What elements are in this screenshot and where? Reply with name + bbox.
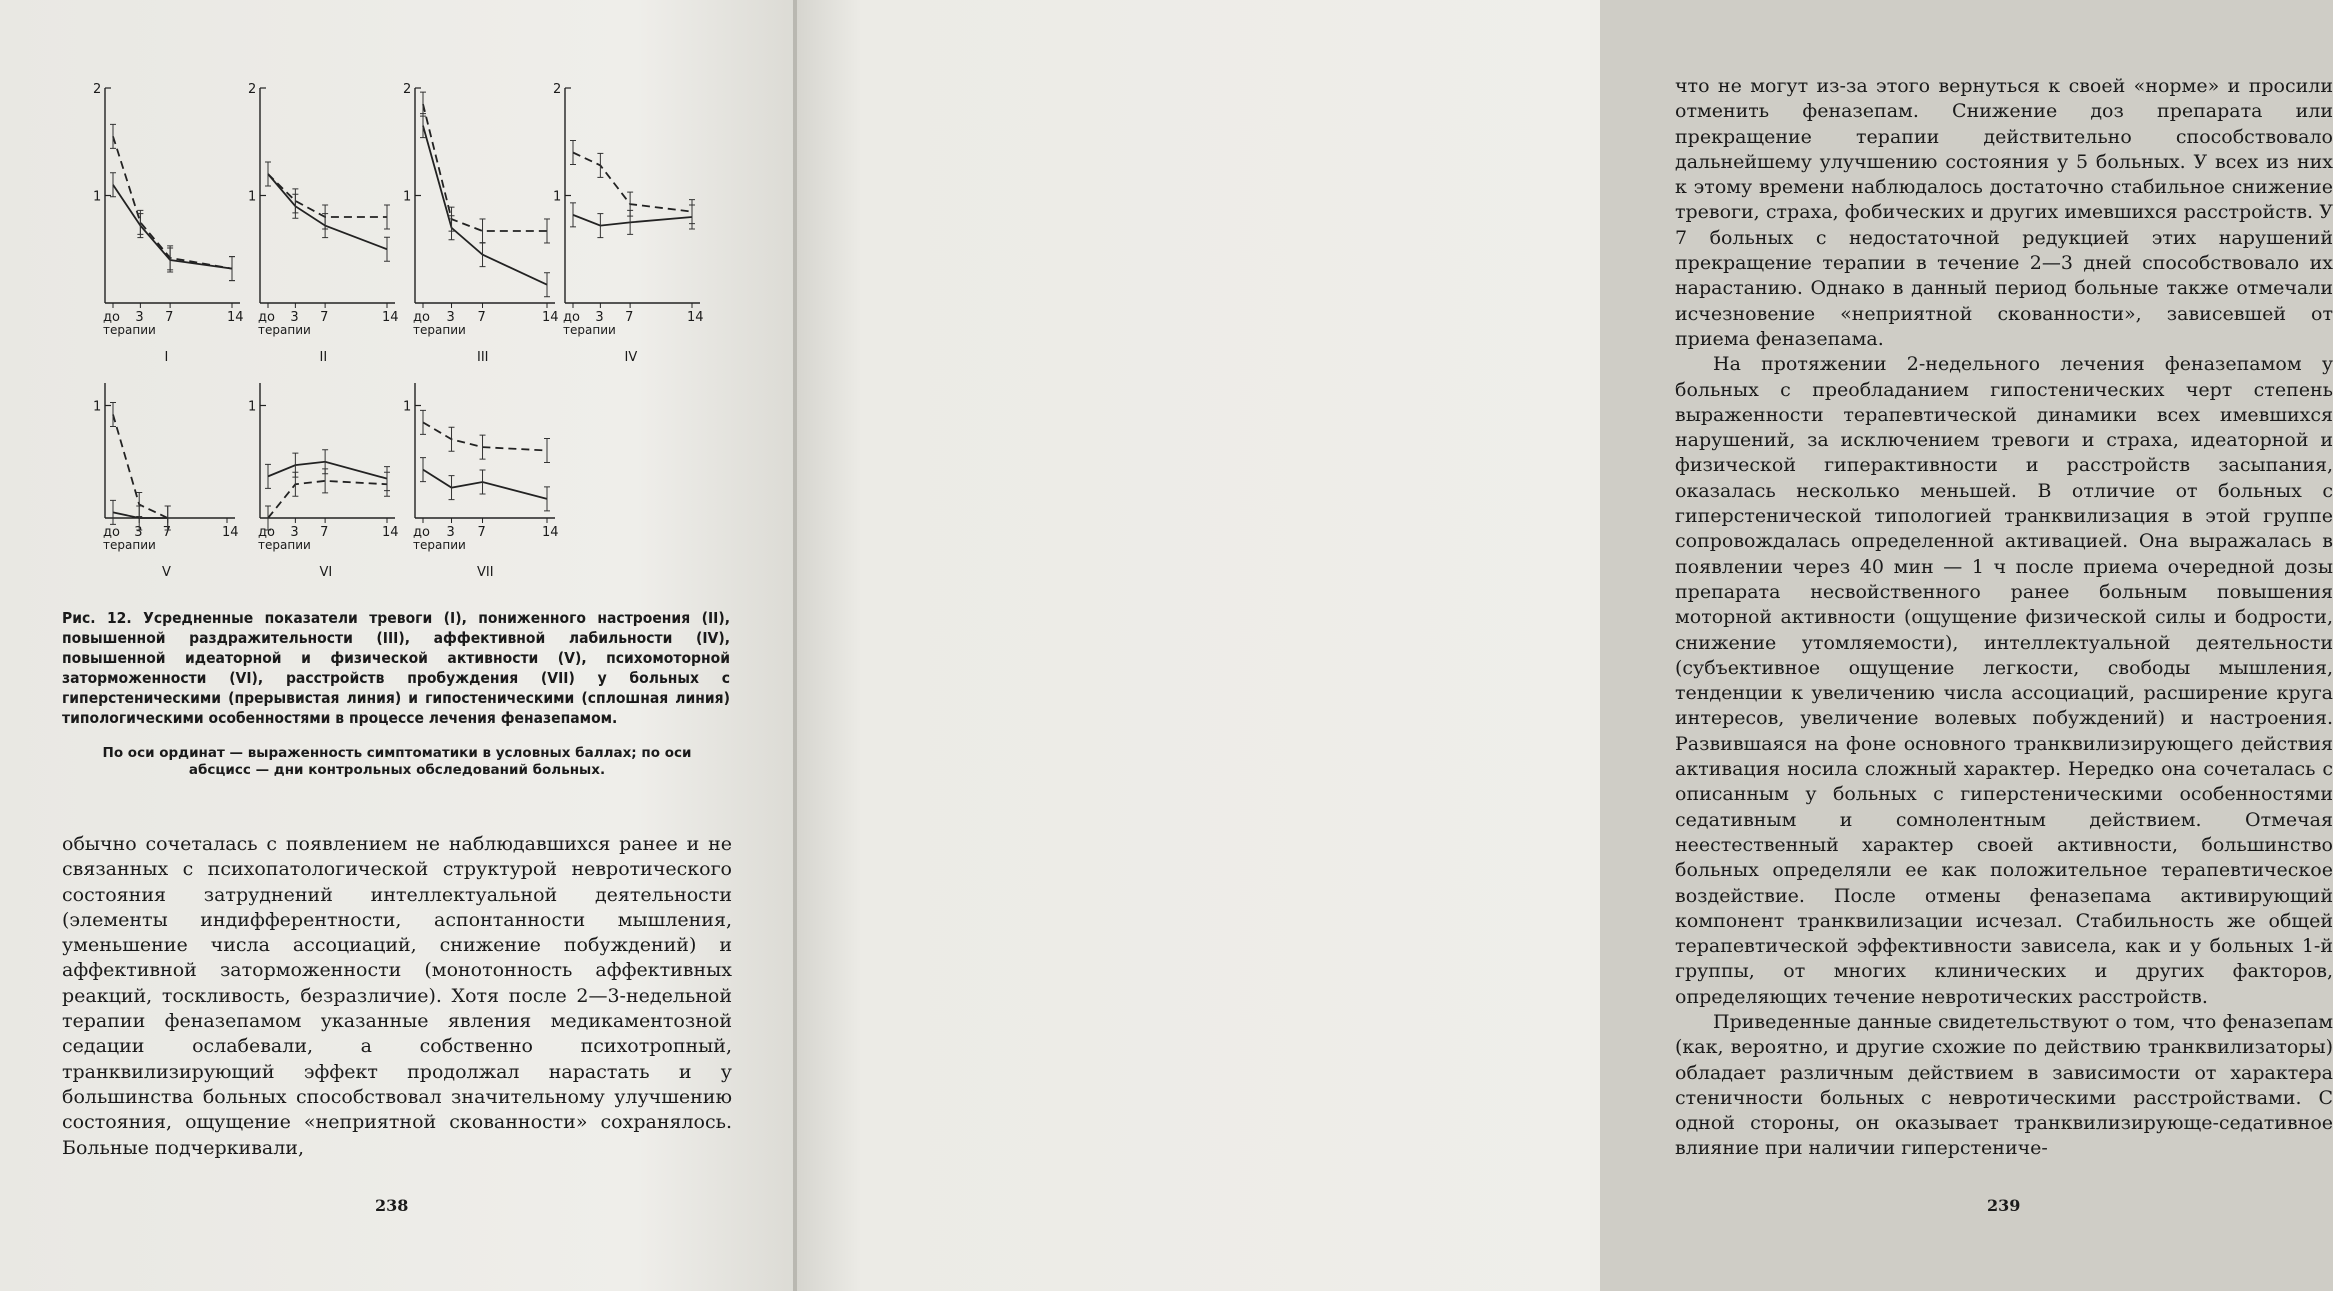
x-tick-label: 14 xyxy=(382,525,399,540)
y-tick-label: 2 xyxy=(553,82,562,97)
left-paragraph: обычно сочеталась с появлением не наблюдавшихся ранее и не связанных с психопатологической структурой невротического состояния затруднений интеллектуальной деятельности (элементы индифферентности, аспонтанности мышления, уменьшение числа ассоциаций, снижение побуждений) и аффективной заторможенности (монотонность аффективных реакций, тоскливость, безразличие). Хотя после 2—3-недельной терапии феназепамом указанные явления медикаментозной седации ослабевали, а собственно психотропный, транквилизирующий эффект продолжал нарастать и у большинства больных способствовал значительному улучшению состояния, ощущение «неприятной скованности» сохранялось. Больные подчеркивали, xyxy=(62,833,732,1159)
x-tick-label: 7 xyxy=(320,525,329,540)
y-tick-label: 1 xyxy=(248,189,257,205)
panel-id-label: V xyxy=(162,565,171,580)
x-tick-label: 14 xyxy=(542,310,559,325)
figure-note: По оси ординат — выраженность симптоматики в условных баллах; по оси абсцисс — дни контрольных обследований больных. xyxy=(102,745,692,778)
x-tick-label: до xyxy=(563,310,580,325)
x-tick-label: 7 xyxy=(477,525,486,540)
right-paragraph-2: На протяжении 2-недельного лечения феназепамом у больных с преобладанием гипостенических черт степень выраженности терапевтической динамики всех имевшихся нарушений, за исключением тревоги и страха, идеаторной и физической гиперактивности и расстройств засыпания, оказалась несколько меньшей. В отличие от больных с гиперстенической типологией транквилизация в этой группе сопровождалась определенной активацией. Она выражалась в появлении через 40 мин — 1 ч после приема очередной дозы препарата несвойственного ранее больным повышения моторной активности (ощущение физической силы и бодрости, снижение утомляемости), интеллектуальной деятельности (субъективное ощущение легкости, свободы мышления, тенденции к увеличению числа ассоциаций, расширение круга интересов, увеличение волевых побуждений) и настроения. Развившаяся на фоне основного транквилизирующего действия активация носила сложный характер. Нередко она сочеталась с описанным у больных с гиперстеническими особенностями седативным и сомнолентным действием. Отмечая неестественный характер своей активности, большинство больных определяли ее как положительное терапевтическое воздействие. После отмены феназепама активирующий компонент транквилизации исчезал. Стабильность же общей терапевтической эффективности зависела, как и у больных 1-й группы, от многих клинических и других факторов, определяющих течение невротических расстройств. xyxy=(1675,353,2333,1008)
x-axis-sublabel: терапии xyxy=(103,538,156,552)
x-tick-label: до xyxy=(413,310,430,325)
x-tick-label: 7 xyxy=(165,310,174,325)
y-tick-label: 2 xyxy=(93,82,102,97)
figure-panels xyxy=(60,78,750,598)
x-axis-sublabel: терапии xyxy=(258,323,311,337)
figure-caption: Рис. 12. Усредненные показатели тревоги (I), пониженного настроения (II), повышенной раздражительности (III), аффективной лабильности (IV), повышенной идеаторной и физической активности (V), психомоторной заторможенности (VI), расстройств пробуждения (VII) у больных с гиперстеническими (прерывистая линия) и гипостеническими (сплошная линия) типологическими особенностями в процессе лечения феназепамом. xyxy=(62,609,730,727)
x-tick-label: 3 xyxy=(446,310,455,325)
x-axis-sublabel: терапии xyxy=(563,323,616,337)
panel-id-label: I xyxy=(164,350,169,365)
solid-series-line xyxy=(268,462,387,479)
x-tick-label: 3 xyxy=(290,525,299,540)
solid-series-line xyxy=(113,185,232,269)
dashed-series-line xyxy=(113,415,168,519)
panel-id-label: III xyxy=(477,350,489,365)
x-tick-label: 14 xyxy=(222,525,239,540)
x-tick-label: до xyxy=(103,310,120,325)
x-tick-label: 3 xyxy=(135,310,144,325)
panel-id-label: VI xyxy=(319,565,333,580)
x-tick-label: 14 xyxy=(687,310,704,325)
x-tick-label: 7 xyxy=(162,525,172,540)
dashed-series-line xyxy=(113,136,232,268)
left-body-text xyxy=(62,832,732,1161)
x-tick-label: 7 xyxy=(477,310,486,325)
x-tick-label: 14 xyxy=(227,310,244,325)
y-tick-label: 1 xyxy=(403,399,412,415)
x-tick-label: 3 xyxy=(446,525,455,540)
x-tick-label: 7 xyxy=(320,310,329,325)
y-tick-label: 1 xyxy=(403,189,412,205)
x-tick-label: 3 xyxy=(595,310,604,325)
solid-series-line xyxy=(423,126,547,285)
dashed-series-line xyxy=(573,153,692,212)
x-tick-label: 3 xyxy=(134,525,143,540)
page-number-right: 239 xyxy=(1987,1196,2021,1215)
x-axis-sublabel: терапии xyxy=(413,323,466,337)
figure-12 xyxy=(60,78,750,598)
dashed-series-line xyxy=(423,104,547,231)
x-tick-label: до xyxy=(413,525,430,540)
dashed-series-line xyxy=(268,481,387,518)
y-tick-label: 1 xyxy=(553,189,562,205)
x-tick-label: до xyxy=(258,525,275,540)
x-axis-sublabel: терапии xyxy=(413,538,466,552)
page-number-left: 238 xyxy=(375,1196,409,1215)
left-page xyxy=(0,0,795,1291)
y-tick-label: 2 xyxy=(248,82,257,97)
panel-id-label: VII xyxy=(477,565,494,580)
y-tick-label: 1 xyxy=(93,189,102,205)
right-paragraph-3: Приведенные данные свидетельствуют о том, что феназепам (как, вероятно, и другие схожие по действию транквилизаторы) обладает различным действием в зависимости от характера стеничности больных с невротическими расстройствами. С одной стороны, он оказывает транквилизирующе-седативное влияние при наличии гиперстениче- xyxy=(1675,1010,2333,1160)
y-tick-label: 1 xyxy=(93,399,102,415)
right-paragraph-1: что не могут из-за этого вернуться к своей «норме» и просили отменить феназепам. Снижение доз препарата или прекращение терапии действительно способствовало дальнейшему улучшению состояния у 5 больных. У всех из них к этому времени наблюдалось достаточно стабильное снижение тревоги, страха, фобических и других имевшихся расстройств. У 7 больных с недостаточной редукцией этих нарушений прекращение терапии в течение 2—3 дней способствовало их нарастанию. Однако в данный период больные также отмечали исчезновение «неприятной скованности», зависевшей от приема феназепама. xyxy=(1675,75,2333,350)
y-tick-label: 1 xyxy=(248,399,257,415)
right-page xyxy=(797,0,2333,1291)
y-tick-label: 2 xyxy=(403,82,412,97)
x-tick-label: 3 xyxy=(290,310,299,325)
x-tick-label: 14 xyxy=(382,310,399,325)
dashed-series-line xyxy=(423,422,547,450)
right-body-text xyxy=(1675,74,2333,1162)
x-tick-label: до xyxy=(258,310,275,325)
x-axis-sublabel: терапии xyxy=(103,323,156,337)
x-tick-label: 7 xyxy=(625,310,634,325)
x-axis-sublabel: терапии xyxy=(258,538,311,552)
x-tick-label: 14 xyxy=(542,525,559,540)
panel-id-label: IV xyxy=(624,350,638,365)
solid-series-line xyxy=(113,512,168,518)
x-tick-label: до xyxy=(103,525,120,540)
panel-id-label: II xyxy=(319,350,328,365)
